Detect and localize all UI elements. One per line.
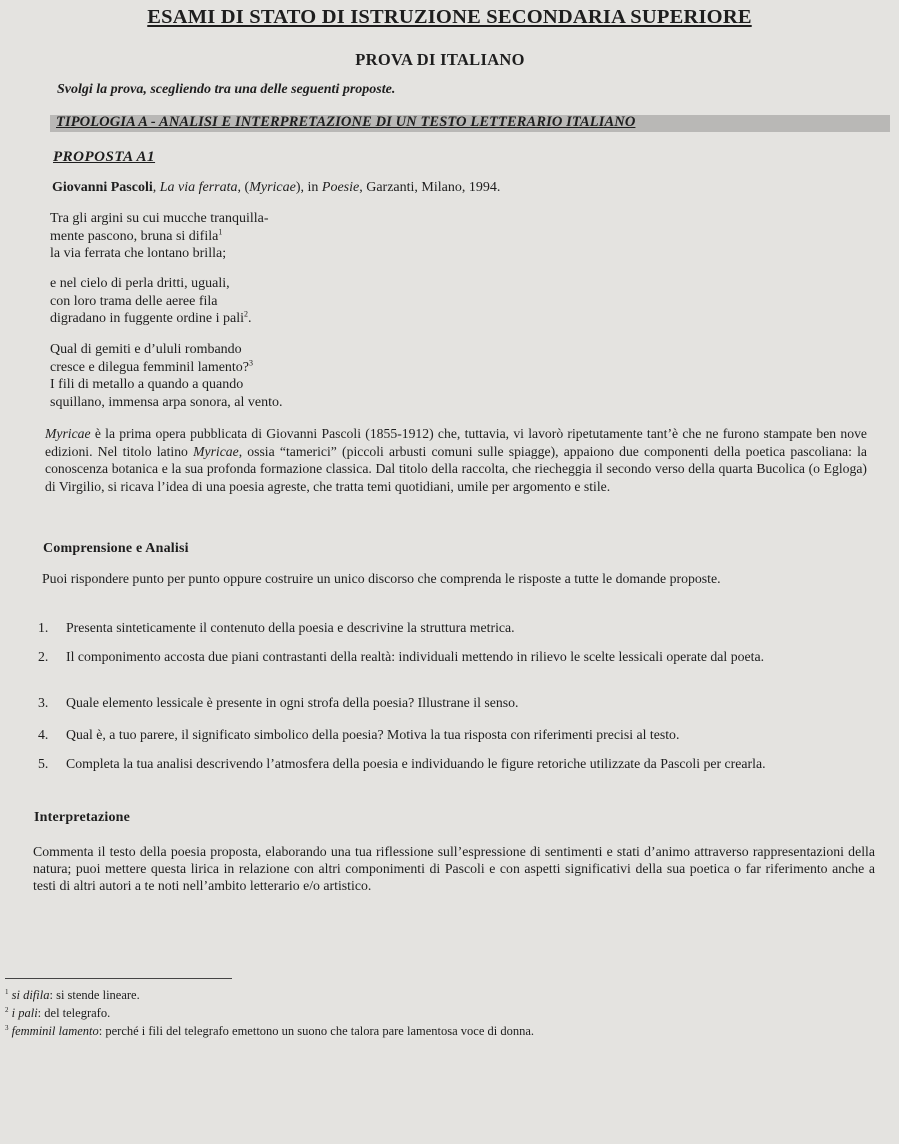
citation-title: La via ferrata — [159, 180, 238, 195]
question-number: 2. — [38, 649, 49, 664]
proposta-label: PROPOSTA A1 — [53, 149, 156, 165]
footnote-ref: 1 — [218, 226, 223, 236]
poem-line — [50, 228, 269, 246]
poem-line — [50, 310, 252, 328]
footnote-number: 3 — [5, 1023, 9, 1032]
footnote-ref: 3 — [249, 357, 254, 367]
footnote-definition: : si stende lineare. — [49, 988, 140, 1002]
footnote-term: femminil lamento — [11, 1024, 99, 1038]
citation-sep: ), in — [295, 180, 322, 195]
intro-text: , ossia “tamerici” (piccoli arbusti comuni sulle spiagge), appaiono due componenti della poetica pascoliana: la conoscenza botanica e la sua profonda formazione classica. Dal titolo della raccolta, che riecheggia il secondo verso della quarta Bucolica (o Egloga) di Virgilio, si ricava l’idea di una poesia agreste, che tratta temi quotidiani, umile per argomento e stile. — [45, 443, 867, 494]
footnote-item — [5, 1024, 534, 1039]
tipologia-banner — [50, 115, 890, 132]
poem-line: Tra gli argini su cui mucche tranquilla- — [50, 211, 269, 226]
exam-subtitle: PROVA DI ITALIANO — [355, 50, 525, 69]
footnote-number: 2 — [5, 1005, 9, 1014]
citation-author: Giovanni Pascoli — [52, 180, 153, 195]
citation-volume: Poesie — [321, 180, 360, 195]
footnote-term: i pali — [11, 1006, 38, 1020]
footnote-definition: : del telegrafo. — [37, 1006, 111, 1020]
intro-text: è la prima opera pubblicata di Giovanni Pascoli (1855-1912) che, tuttavia, vi lavorò ripetutamente tant’è che ne furono stampate ben nove edizioni. Nel titolo latino — [45, 426, 867, 459]
footnote-ref: 2 — [244, 309, 248, 319]
poem-line-end: . — [248, 311, 252, 326]
poem-line: e nel cielo di perla dritti, uguali, — [50, 276, 230, 291]
question-text: Presenta sinteticamente il contenuto della poesia e descrivine la struttura metrica. — [66, 620, 515, 635]
instruction-text: Svolgi la prova, scegliendo tra una delle seguenti proposte. — [57, 82, 396, 97]
question-number: 5. — [38, 756, 49, 771]
poem-line-text: cresce e dilegua femminil lamento? — [50, 359, 250, 375]
question-text: Il componimento accosta due piani contrastanti della realtà: individuali mettendo in rilievo le scelte lessicali operate dal poeta. — [66, 649, 765, 664]
footnote-term: si difila — [11, 988, 50, 1002]
tipologia-label: TIPOLOGIA A - ANALISI E INTERPRETAZIONE DI UN TESTO LETTERARIO ITALIANO — [56, 114, 636, 130]
footnote-divider — [5, 978, 232, 979]
poem-line: I fili di metallo a quando a quando — [50, 377, 244, 392]
footnote-definition: : perché i fili del telegrafo emettono un suono che talora pare lamentosa voce di donna. — [98, 1024, 535, 1038]
poem-line: squillano, immensa arpa sonora, al vento. — [50, 394, 283, 410]
poem-stanza-1 — [50, 210, 269, 263]
comprensione-heading: Comprensione e Analisi — [43, 541, 189, 556]
poem-line: la via ferrata che lontano brilla; — [50, 246, 227, 261]
interpretazione-heading: Interpretazione — [34, 810, 131, 825]
bibliographic-citation — [52, 180, 500, 196]
citation-sep: , — [152, 180, 160, 195]
question-text: Completa la tua analisi descrivendo l’atmosfera della poesia e individuando le figure retoriche utilizzate da Pascoli per crearla. — [66, 756, 766, 771]
intro-myricae: Myricae — [45, 426, 91, 441]
question-number: 1. — [38, 620, 49, 635]
poem-line: Qual di gemiti e d’ululi rombando — [50, 342, 242, 357]
intro-myricae: Myricae — [193, 443, 239, 459]
poem-stanza-2 — [50, 275, 252, 328]
footnote-item — [5, 1006, 110, 1021]
citation-publisher: , Garzanti, Milano, 1994. — [359, 180, 501, 195]
footnote-number: 1 — [5, 987, 9, 996]
intro-paragraph — [45, 425, 867, 495]
exam-title: ESAMI DI STATO DI ISTRUZIONE SECONDARIA SUPERIORE — [147, 6, 752, 28]
poem-stanza-3 — [50, 341, 283, 411]
poem-line-text: mente pascono, bruna si difila — [50, 228, 219, 244]
interpretazione-text: Commenta il testo della poesia proposta, elaborando una tua riflessione sull’espressione di sentimenti e stati d’animo attraverso rappresentazioni della natura; puoi mettere questa lirica in relazione con altri componimenti di Pascoli e con aspetti significativi della sua poetica o far riferimento anche a testi di altri autori a te noti nell’ambito letterario e/o artistico. — [33, 844, 875, 893]
question-text: Qual è, a tuo parere, il significato simbolico della poesia? Motiva la tua risposta con riferimenti precisi al testo. — [66, 727, 680, 742]
question-number: 3. — [38, 695, 49, 710]
comprensione-intro: Puoi rispondere punto per punto oppure costruire un unico discorso che comprenda le risposte a tutte le domande proposte. — [42, 571, 721, 586]
footnote-item — [5, 988, 140, 1003]
poem-line: con loro trama delle aeree fila — [50, 293, 218, 309]
citation-sep: , ( — [237, 180, 250, 195]
question-text: Quale elemento lessicale è presente in ogni strofa della poesia? Illustrane il senso. — [66, 695, 519, 710]
citation-collection: Myricae — [249, 180, 296, 195]
poem-line-text: digradano in fuggente ordine i pali — [50, 311, 244, 326]
poem-line — [50, 359, 283, 377]
question-number: 4. — [38, 727, 49, 742]
